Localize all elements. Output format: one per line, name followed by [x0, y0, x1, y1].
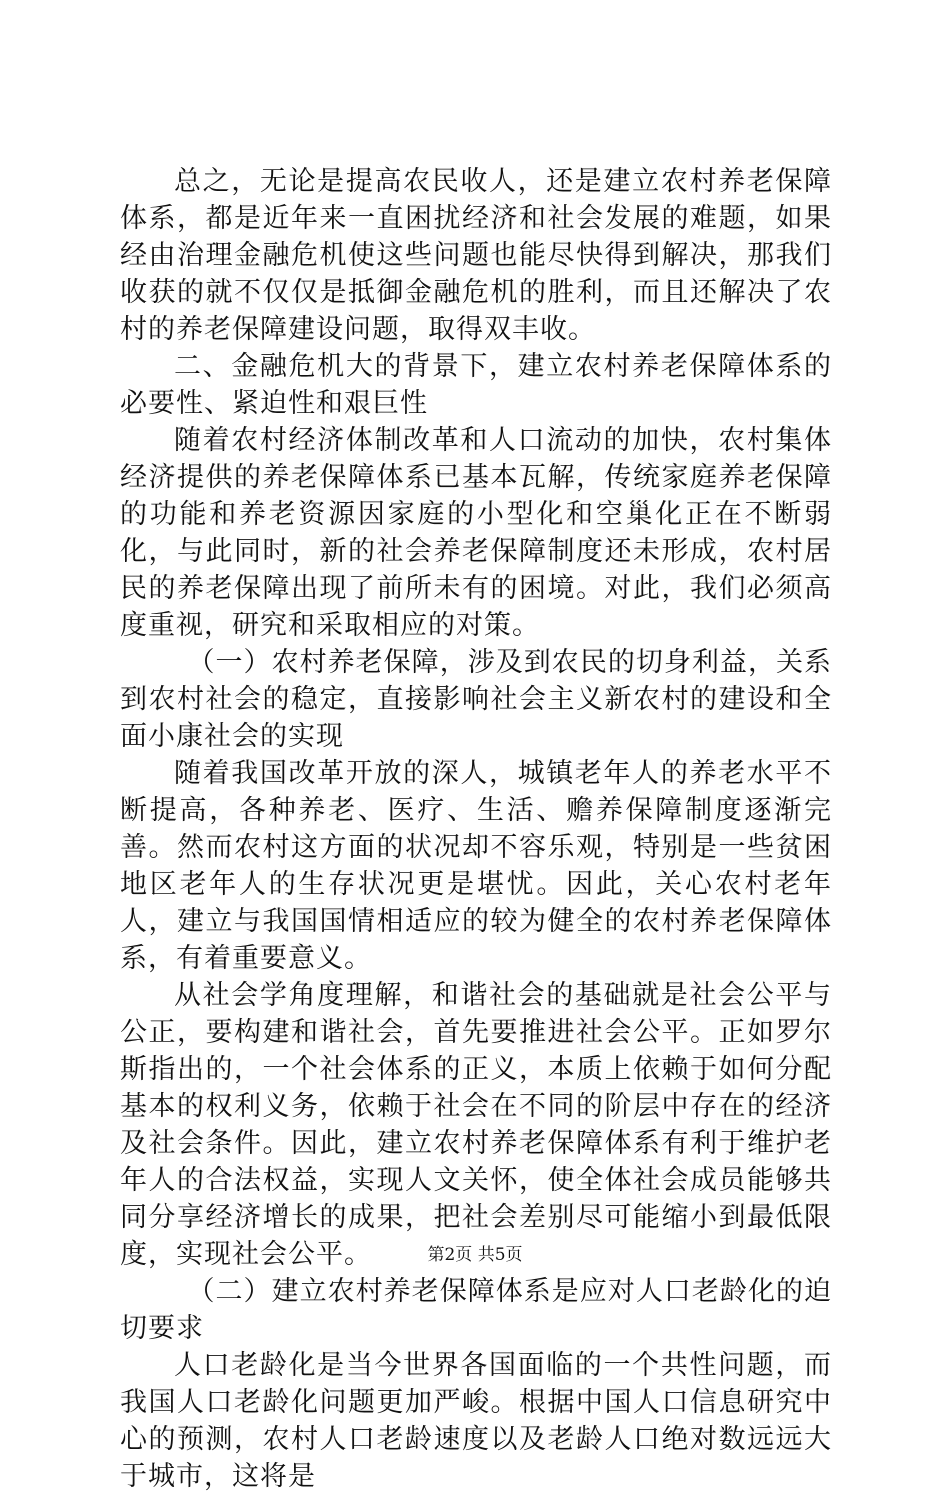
- document-body: [120, 163, 832, 1495]
- subsection-heading-2: （二）建立农村养老保障体系是应对人口老龄化的迫切要求: [120, 1276, 832, 1344]
- paragraph-sociology: 从社会学角度理解，和谐社会的基础就是社会公平与公正，要构建和谐社会，首先要推进社会公平。正如罗尔斯指出的，一个社会体系的正义，本质上依赖于如何分配基本的权利义务，依赖于社会在不同的阶层中存在的经济及社会条件。因此，建立农村养老保障体系有利于维护老年人的合法权益，实现人文关怀，使全体社会成员能够共同分享经济增长的成果，把社会差别尽可能缩小到最低限度，实现社会公平。: [120, 980, 832, 1270]
- paragraph-summary: 总之，无论是提高农民收人，还是建立农村养老保障体系，都是近年来一直困扰经济和社会发展的难题，如果经由治理金融危机使这些问题也能尽快得到解决，那我们收获的就不仅仅是抵御金融危机的胜利，而且还解决了农村的养老保障建设问题，取得双丰收。: [120, 166, 832, 345]
- paragraph-aging: 人口老龄化是当今世界各国面临的一个共性问题，而我国人口老龄化问题更加严峻。根据中国人口信息研究中心的预测，农村人口老龄速度以及老龄人口绝对数远远大于城市，这将是: [120, 1350, 832, 1492]
- paragraph-reform: 随着我国改革开放的深人，城镇老年人的养老水平不断提高，各种养老、医疗、生活、赡养保障制度逐渐完善。然而农村这方面的状况却不容乐观，特别是一些贫困地区老年人的生存状况更是堪忧。因此，关心农村老年人，建立与我国国情相适应的较为健全的农村养老保障体系，有着重要意义。: [120, 758, 832, 974]
- section-heading-2: 二、金融危机大的背景下，建立农村养老保障体系的必要性、紧迫性和艰巨性: [120, 351, 832, 419]
- page-number-footer: 第2页 共5页: [427, 1245, 523, 1265]
- subsection-heading-1: （一）农村养老保障，涉及到农民的切身利益，关系到农村社会的稳定，直接影响社会主义新农村的建设和全面小康社会的实现: [120, 647, 832, 752]
- paragraph-background: 随着农村经济体制改革和人口流动的加快，农村集体经济提供的养老保障体系已基本瓦解，传统家庭养老保障的功能和养老资源因家庭的小型化和空巢化正在不断弱化，与此同时，新的社会养老保障制度还未形成，农村居民的养老保障出现了前所未有的困境。对此，我们必须高度重视，研究和采取相应的对策。: [120, 425, 832, 641]
